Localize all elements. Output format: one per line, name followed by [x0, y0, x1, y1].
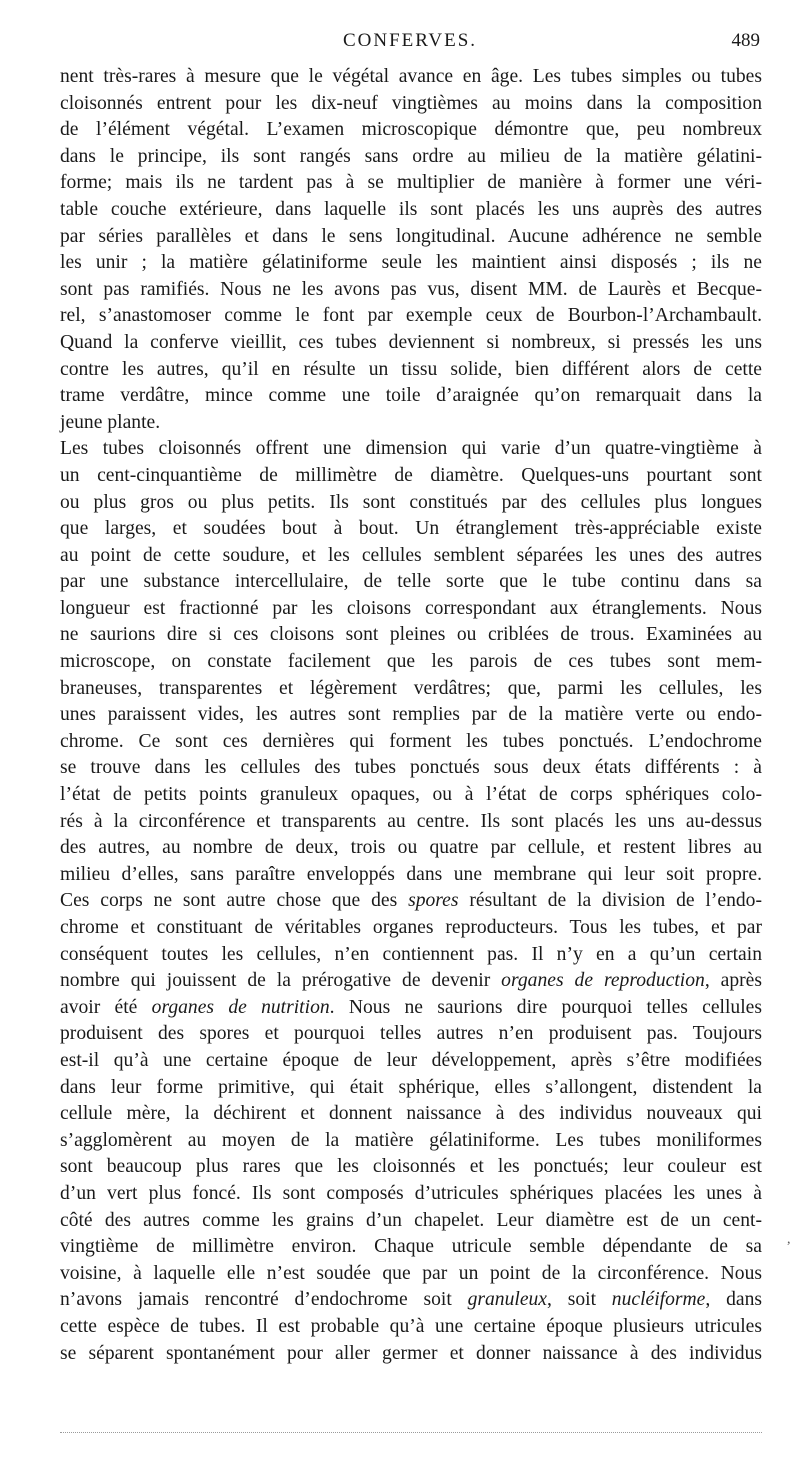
page-bottom-rule	[60, 1432, 762, 1433]
text-line-with-italic: nombre qui jouissent de la prérogative de devenir organes de reproduction, après	[60, 970, 762, 992]
italic-term: organes de reproduction	[501, 970, 705, 992]
text-line: sont beaucoup plus rares que les cloisonnés et les ponctués; leur couleur est	[60, 1156, 762, 1178]
text-line: braneuses, transparentes et légèrement verdâtres; que, parmi les cellules, les	[60, 677, 762, 699]
text-line: au point de cette soudure, et les cellules semblent séparées les unes des autres	[60, 544, 762, 566]
text-line: contre les autres, qu’il en résulte un tissu solide, bien différent alors de cette	[60, 358, 762, 380]
text-line: milieu d’elles, sans paraître enveloppés dans une membrane qui leur soit propre.	[60, 863, 762, 885]
text-line: ou plus gros ou plus petits. Ils sont constitués par des cellules plus longues	[60, 491, 762, 513]
text-line: rel, s’anastomoser comme le font par exemple ceux de Bourbon-l’Archambault.	[60, 305, 762, 327]
italic-term: nucléiforme	[611, 1289, 706, 1311]
text-line: microscope, on constate facilement que les parois de ces tubes sont mem-	[60, 651, 762, 673]
italic-term: organes de nutrition	[151, 996, 330, 1018]
text-line: cloisonnés entrent pour les dix-neuf vingtièmes au moins dans la composition	[60, 92, 762, 114]
text-line: d’un vert plus foncé. Ils sont composés d’utricules sphériques placées les unes à	[60, 1182, 762, 1204]
text-line: conséquent toutes les cellules, n’en contiennent pas. Il n’y en a qu’un certain	[60, 943, 762, 965]
text-line: longueur est fractionné par les cloisons correspondant aux étranglements. Nous	[60, 597, 762, 619]
italic-term: spores	[408, 890, 459, 912]
text-line: des autres, au nombre de deux, trois ou quatre par cellule, et restent libres au	[60, 837, 762, 859]
text-line: cette espèce de tubes. Il est probable qu’à une certaine époque plusieurs utricules	[60, 1315, 762, 1337]
margin-mark: ,	[787, 1232, 791, 1247]
text-line: trame verdâtre, mince comme une toile d’araignée qu’on remarquait dans la	[60, 385, 762, 407]
italic-term: granuleux	[467, 1289, 548, 1311]
text-line: chrome. Ce sont ces dernières qui forment les tubes ponctués. L’endochrome	[60, 730, 762, 752]
text-line-with-italic: avoir été organes de nutrition. Nous ne saurions dire pourquoi telles cellules	[60, 996, 762, 1018]
text-line: dans leur forme primitive, qui était sphérique, elles s’allongent, distendent la	[60, 1076, 762, 1098]
text-line: rés à la circonférence et transparents au centre. Ils sont placés les uns au-dessus	[60, 810, 762, 832]
text-line: de l’élément végétal. L’examen microscopique démontre que, peu nombreux	[60, 119, 762, 141]
text-line: cellule mère, la déchirent et donnent naissance à des individus nouveaux qui	[60, 1103, 762, 1125]
text-line: jeune plante.	[60, 411, 161, 433]
text-line: forme; mais ils ne tardent pas à se multiplier de manière à former une véri-	[60, 172, 762, 194]
text-line: ne saurions dire si ces cloisons sont pleines ou criblées de trous. Examinées au	[60, 624, 762, 646]
text-line: l’état de petits points granuleux opaques, ou à l’état de corps sphériques colo-	[60, 784, 762, 806]
text-line: chrome et constituant de véritables organes reproducteurs. Tous les tubes, et par	[60, 917, 762, 938]
body-text	[60, 64, 762, 1367]
text-line-with-italic: n’avons jamais rencontré d’endochrome soit granuleux, soit nucléiforme, dans	[60, 1289, 762, 1311]
text-line: est-il qu’à une certaine époque de leur développement, après s’être modifiées	[60, 1049, 762, 1071]
text-line: les unir ; la matière gélatiniforme seule les maintient ainsi disposés ; ils ne	[60, 252, 762, 274]
text-line: vingtième de millimètre environ. Chaque utricule semble dépendante de sa	[60, 1236, 762, 1258]
text-line: se séparent spontanément pour aller germer et donner naissance à des individus	[60, 1342, 762, 1364]
text-line: produisent des spores et pourquoi telles autres n’en produisent pas. Toujours	[60, 1023, 762, 1045]
text-line: que larges, et soudées bout à bout. Un étranglement très-appréciable existe	[60, 518, 762, 540]
text-line: nent très-rares à mesure que le végétal avance en âge. Les tubes simples ou tubes	[60, 66, 762, 87]
text-line: se trouve dans les cellules des tubes ponctués sous deux états différents : à	[60, 757, 762, 779]
text-line: par une substance intercellulaire, de telle sorte que le tube continu dans sa	[60, 571, 762, 593]
text-line-with-italic: Ces corps ne sont autre chose que des spores résultant de la division de l’endo-	[60, 890, 762, 912]
running-head: CONFERVES.	[342, 30, 478, 51]
page-number: 489	[731, 30, 760, 51]
text-line: côté des autres comme les grains d’un chapelet. Leur diamètre est de un cent-	[60, 1209, 762, 1231]
text-line: un cent-cinquantième de millimètre de diamètre. Quelques-uns pourtant sont	[60, 464, 762, 486]
text-line: par séries parallèles et dans le sens longitudinal. Aucune adhérence ne semble	[60, 225, 762, 247]
paragraph-start-line: Les tubes cloisonnés offrent une dimension qui varie d’un quatre-vingtième à	[60, 438, 762, 460]
text-line: unes paraissent vides, les autres sont remplies par de la matière verte ou endo-	[60, 704, 762, 726]
text-line: table couche extérieure, dans laquelle ils sont placés les uns auprès des autres	[60, 198, 762, 220]
page-header	[60, 30, 760, 56]
text-line: Quand la conferve vieillit, ces tubes deviennent si nombreux, si pressés les uns	[60, 331, 762, 353]
text-line: sont pas ramifiés. Nous ne les avons pas vus, disent MM. de Laurès et Becque-	[60, 278, 762, 300]
text-line: s’agglomèrent au moyen de la matière gélatiniforme. Les tubes moniliformes	[60, 1129, 762, 1151]
text-line: dans le principe, ils sont rangés sans ordre au milieu de la matière gélatini-	[60, 145, 762, 167]
text-line: voisine, à laquelle elle n’est soudée que par un point de la circonférence. Nous	[60, 1262, 762, 1284]
